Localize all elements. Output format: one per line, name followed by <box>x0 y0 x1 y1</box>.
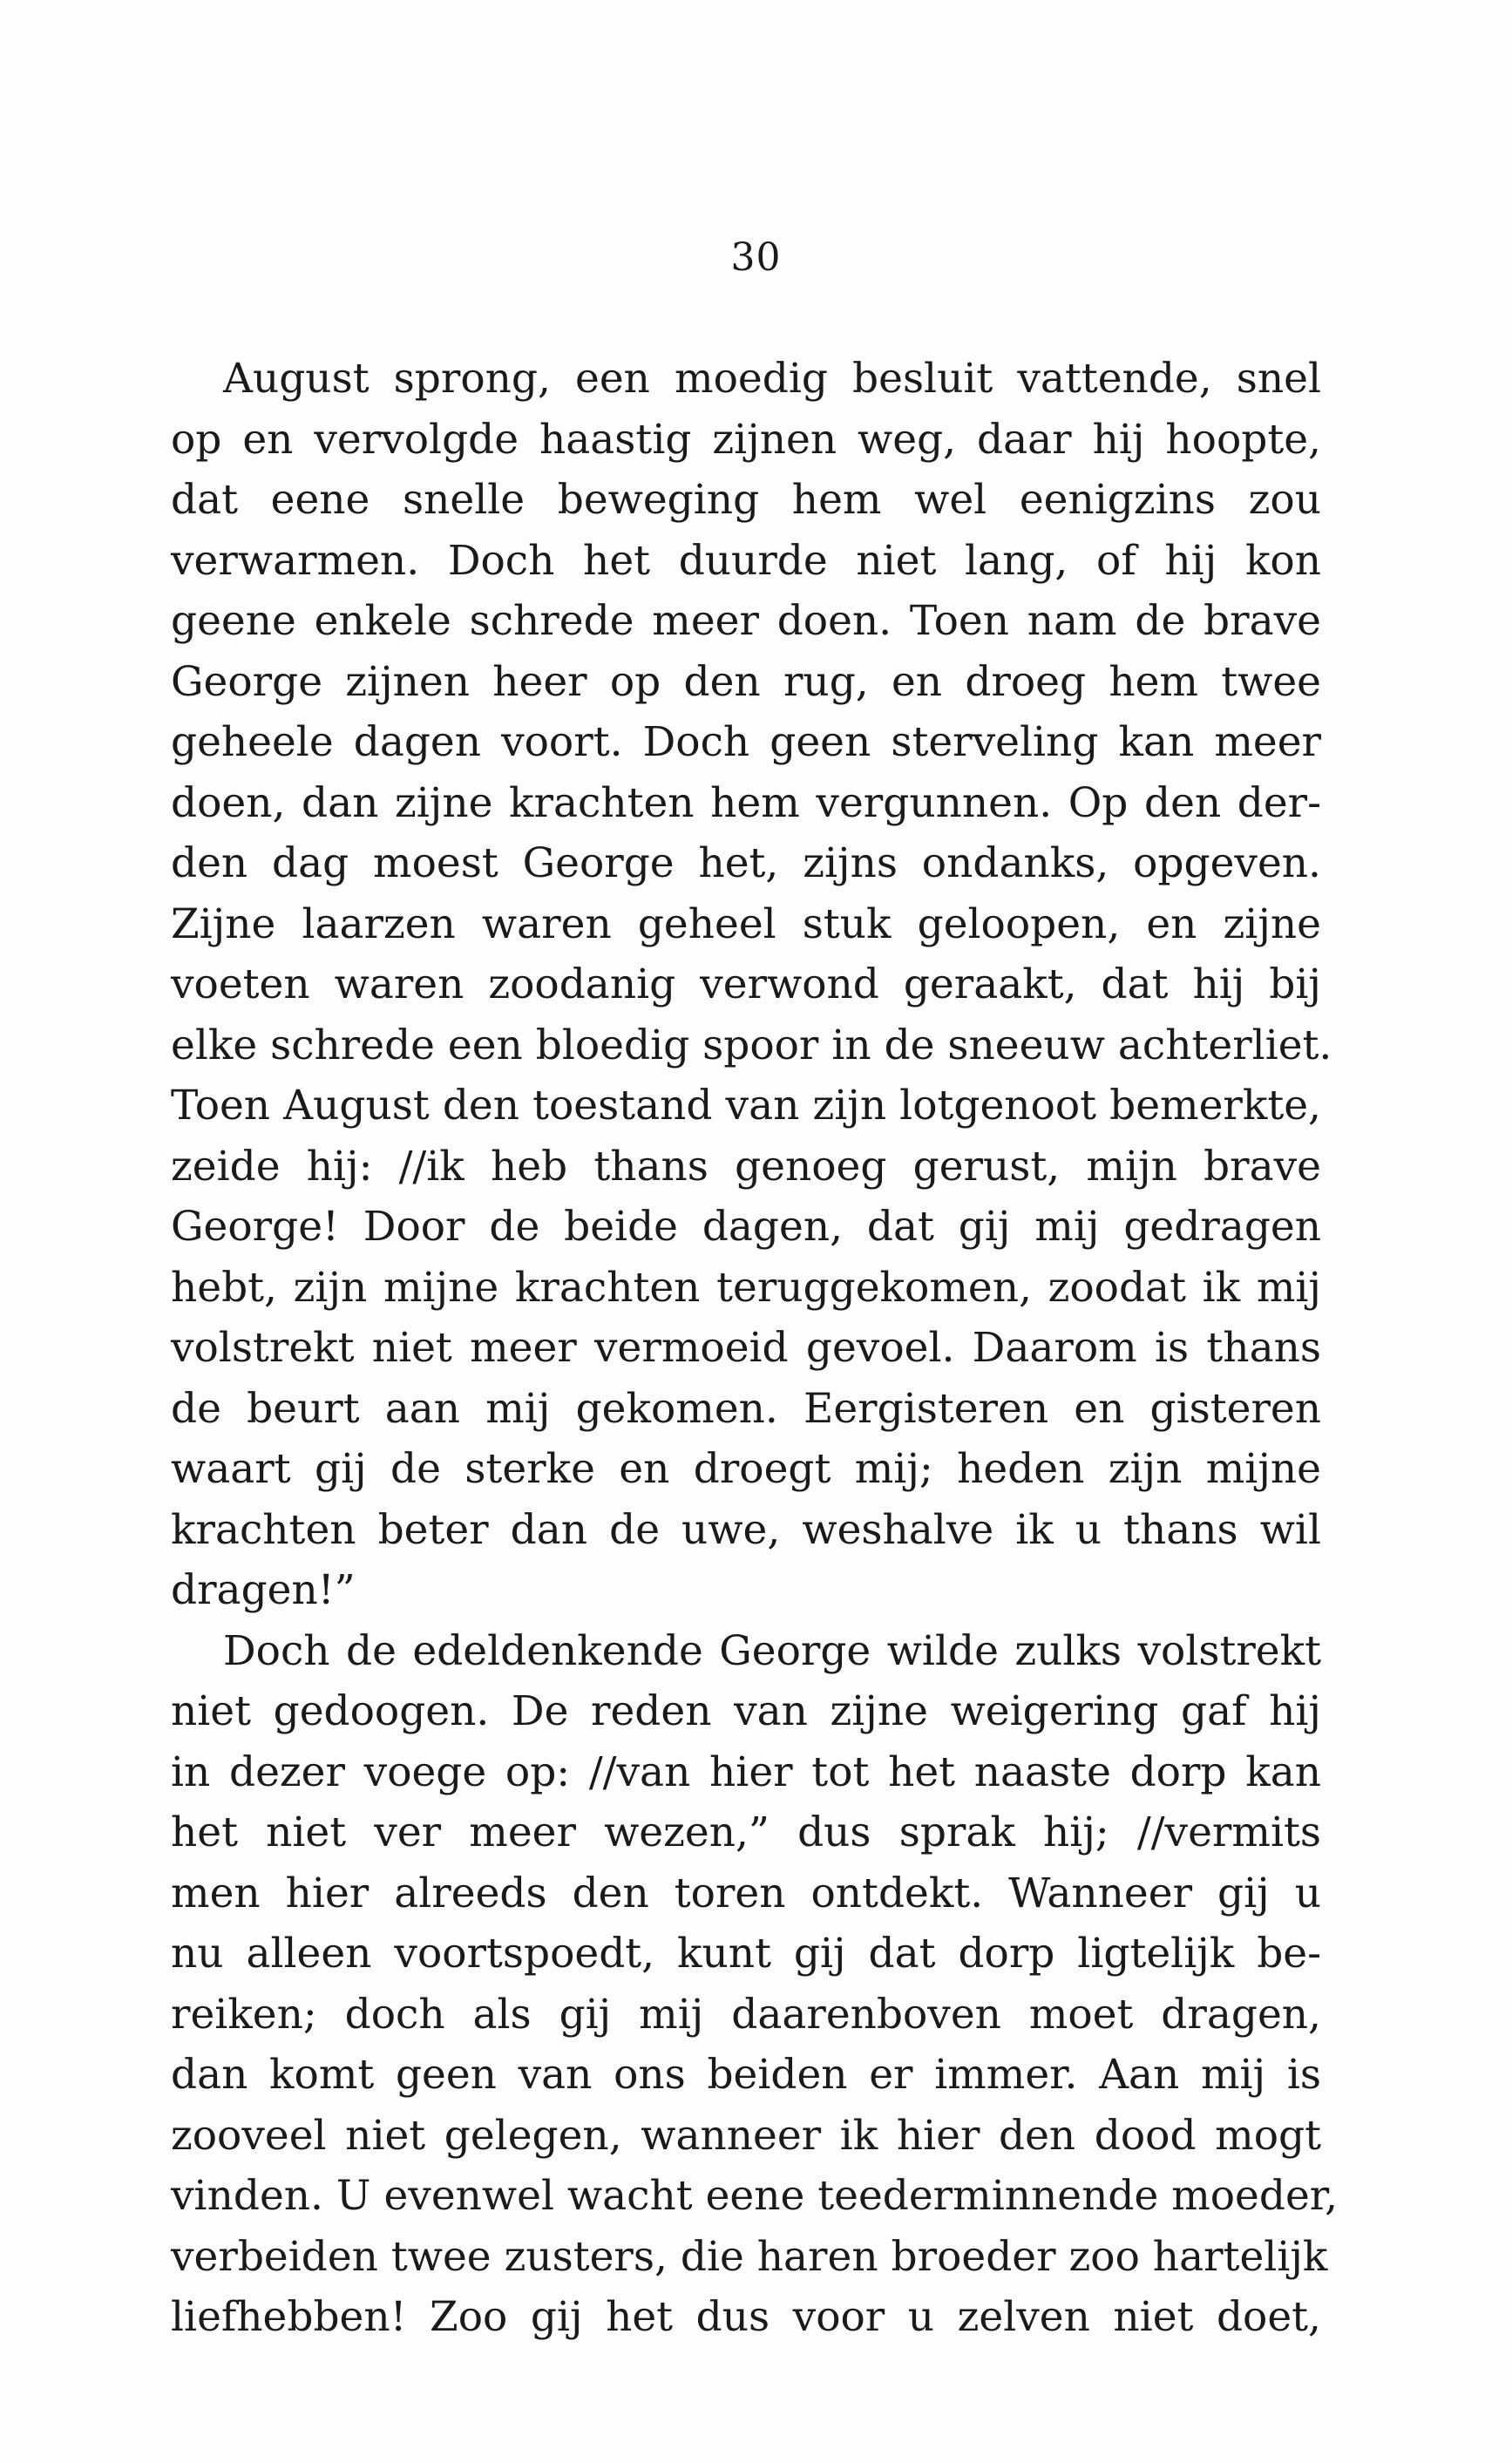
text-line: men hier alreeds den toren ontdekt. Wanneer gij u <box>171 1869 1321 1917</box>
text-line: reiken; doch als gij mij daarenboven moet dragen, <box>171 1990 1321 2039</box>
text-line: dat eene snelle beweging hem wel eenigzins zou <box>171 476 1321 524</box>
text-line: dan komt geen van ons beiden er immer. Aan mij is <box>171 2051 1321 2099</box>
text-line: Zijne laarzen waren geheel stuk geloopen, en zijne <box>171 899 1321 948</box>
text-line: zeide hij: //ik heb thans genoeg gerust, mijn brave <box>171 1142 1321 1191</box>
text-line: verbeiden twee zusters, die haren broeder zoo hartelijk <box>171 2232 1328 2281</box>
text-line: Toen August den toestand van zijn lotgenoot bemerkte, <box>171 1082 1321 1130</box>
text-line: waart gij de sterke en droegt mij; heden zijn mijne <box>171 1445 1321 1493</box>
page-number: 30 <box>730 235 782 280</box>
text-line: George zijnen heer op den rug, en droeg hem twee <box>171 657 1321 706</box>
text-line: elke schrede een bloedig spoor in de sneeuw achterliet. <box>171 1021 1332 1069</box>
text-line: dragen!” <box>171 1566 356 1614</box>
text-line: niet gedoogen. De reden van zijne weigering gaf hij <box>171 1687 1321 1735</box>
text-line: vinden. U evenwel wacht eene teederminnende moeder, <box>171 2172 1339 2220</box>
text-line: hebt, zijn mijne krachten teruggekomen, zoodat ik mij <box>171 1263 1321 1312</box>
body-text <box>171 349 1339 2348</box>
text-line: George! Door de beide dagen, dat gij mij gedragen <box>171 1203 1321 1251</box>
text-line: de beurt aan mij gekomen. Eergisteren en gisteren <box>171 1384 1321 1433</box>
text-line: krachten beter dan de uwe, weshalve ik u thans wil <box>171 1505 1321 1554</box>
text-line: het niet ver meer wezen,” dus sprak hij; //vermits <box>171 1808 1321 1856</box>
text-line: August sprong, een moedig besluit vattende, snel <box>223 355 1321 403</box>
text-line: voeten waren zoodanig verwond geraakt, dat hij bij <box>171 960 1321 1008</box>
text-line: in dezer voege op: //van hier tot het naaste dorp kan <box>171 1747 1321 1796</box>
text-line: den dag moest George het, zijns ondanks, opgeven. <box>171 839 1321 887</box>
text-line: nu alleen voortspoedt, kunt gij dat dorp ligtelijk be- <box>171 1930 1321 1978</box>
text-line: doen, dan zijne krachten hem vergunnen. Op den der- <box>171 778 1321 827</box>
text-line: Doch de edeldenkende George wilde zulks volstrekt <box>223 1626 1321 1675</box>
text-line: volstrekt niet meer vermoeid gevoel. Daarom is thans <box>171 1324 1321 1372</box>
text-line: liefhebben! Zoo gij het dus voor u zelven niet doet, <box>171 2293 1321 2341</box>
text-line: op en vervolgde haastig zijnen weg, daar hij hoopte, <box>171 415 1321 464</box>
text-line: geene enkele schrede meer doen. Toen nam de brave <box>171 597 1321 645</box>
text-line: verwarmen. Doch het duurde niet lang, of hij kon <box>171 536 1321 585</box>
text-line: zooveel niet gelegen, wanneer ik hier den dood mogt <box>171 2111 1321 2160</box>
text-line: geheele dagen voort. Doch geen sterveling kan meer <box>171 718 1321 766</box>
